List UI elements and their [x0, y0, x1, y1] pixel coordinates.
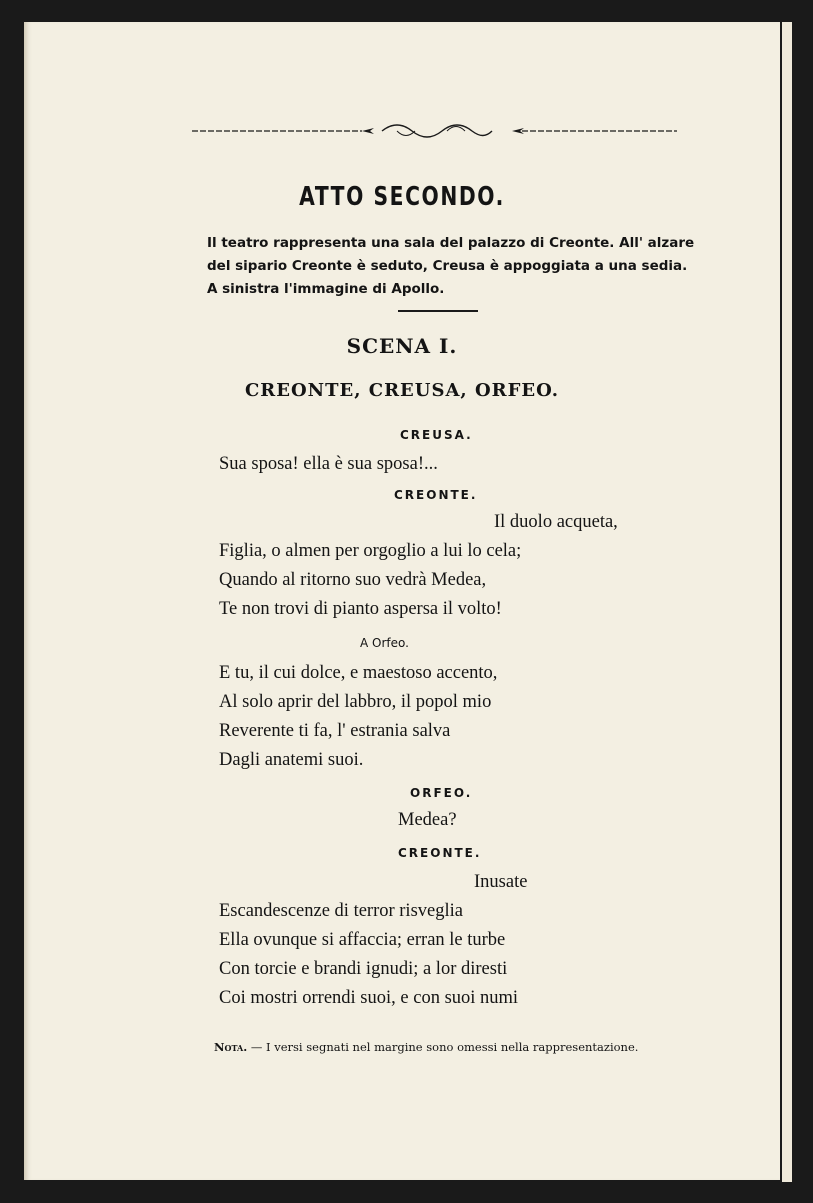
verse-line: Il duolo acqueta, — [494, 512, 618, 532]
stage-aside: A Orfeo. — [360, 636, 409, 650]
verse-line: Dagli anatemi suoi. — [219, 750, 364, 770]
verse-line: Medea? — [398, 810, 457, 830]
verse-line: Coi mostri orrendi suoi, e con suoi numi — [219, 988, 519, 1008]
verse-line: Sua sposa! ella è sua sposa!... — [219, 454, 438, 474]
verse-line: Escandescenze di terror risveglia — [219, 901, 463, 921]
verse-line: E tu, il cui dolce, e maestoso accento, — [219, 663, 498, 683]
act-title: ATTO SECONDO. — [299, 182, 505, 212]
verse-line: Te non trovi di pianto aspersa il volto! — [219, 599, 502, 619]
verse-line: Con torcie e brandi ignudi; a lor diresti — [219, 959, 508, 979]
stage-direction: Il teatro rappresenta una sala del palazzo di Creonte. All' alzare del sipario Creonte è seduto, Creusa è appoggiata a una sedia. A sinistra l'immagine di Apollo. — [207, 235, 695, 297]
verse-line: Al solo aprir del labbro, il popol mio — [219, 692, 492, 712]
verse-line: Reverente ti fa, l' estrania salva — [219, 721, 451, 741]
section-divider — [398, 310, 478, 312]
scene-heading: SCENA I. — [346, 334, 458, 358]
speaker-creusa: CREUSA. — [400, 428, 473, 442]
footnote — [214, 1036, 704, 1058]
adjacent-page-edge — [782, 22, 792, 1182]
book-page — [24, 22, 780, 1180]
speaker-creonte: CREONTE. — [394, 488, 478, 502]
speaker-creonte: CREONTE. — [398, 846, 482, 860]
verse-line: Quando al ritorno suo vedrà Medea, — [219, 570, 487, 590]
verse-line: Inusate — [474, 872, 528, 892]
scene-characters: CREONTE, CREUSA, ORFEO. — [244, 380, 559, 401]
speaker-orfeo: ORFEO. — [410, 786, 473, 800]
footnote-text: — I versi segnati nel margine sono omessi nella rappresentazione. — [250, 1040, 639, 1054]
verse-line: Figlia, o almen per orgoglio a lui lo cela; — [219, 541, 522, 561]
verse-line: Ella ovunque si affaccia; erran le turbe — [219, 930, 506, 950]
footnote-label: Nota. — [214, 1040, 248, 1054]
ornamental-rule — [192, 122, 677, 138]
